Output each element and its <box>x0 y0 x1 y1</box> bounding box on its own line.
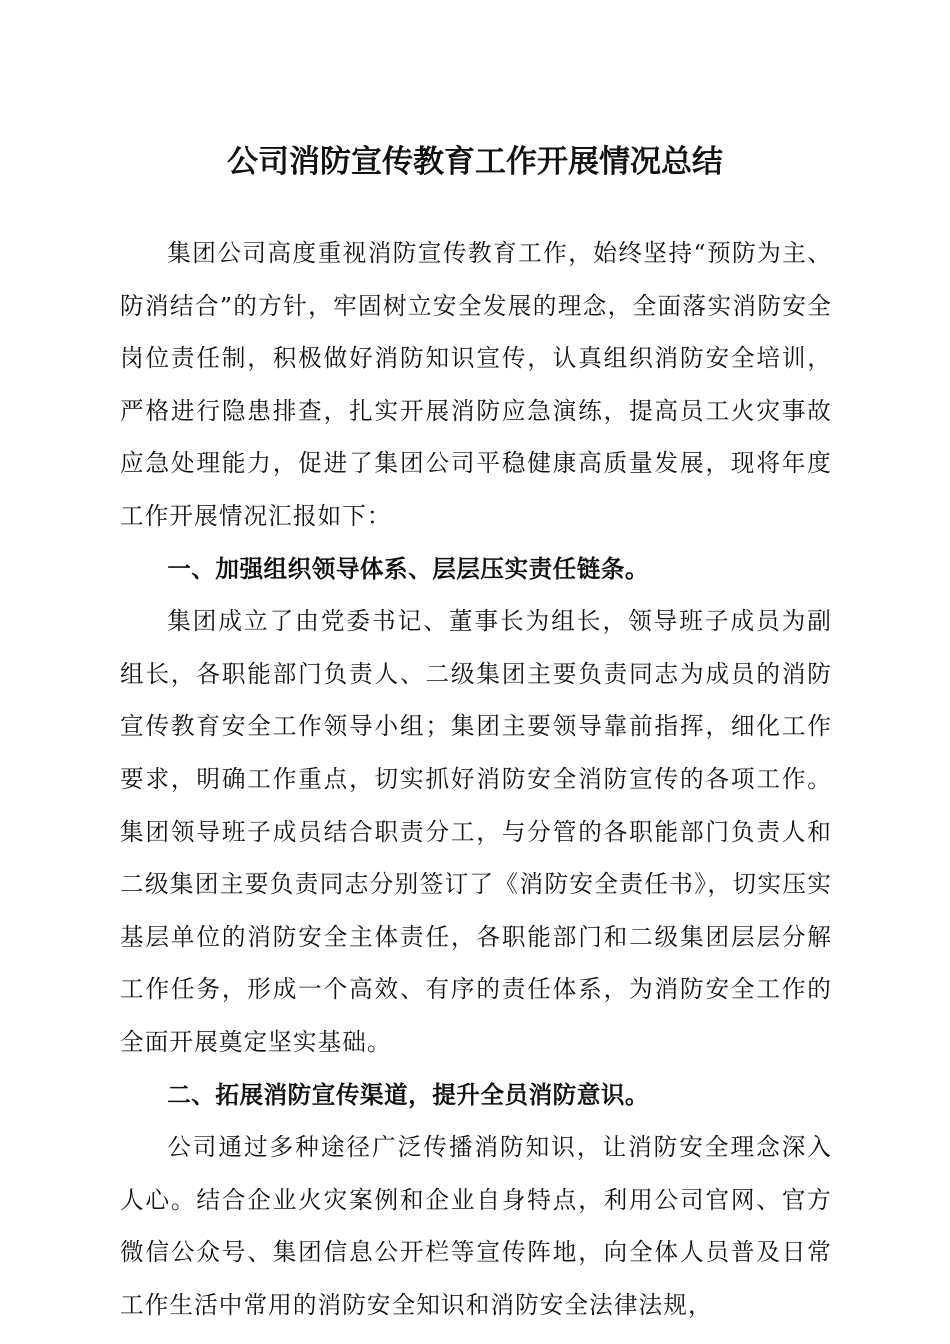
section-1-paragraph: 集团成立了由党委书记、董事长为组长，领导班子成员为副组长，各职能部门负责人、二级集团主要负责同志为成员的消防宣传教育安全工作领导小组；集团主要领导靠前指挥，细化工作要求，明确工作重点，切实抓好消防安全消防宣传的各项工作。集团领导班子成员结合职责分工，与分管的各职能部门负责人和二级集团主要负责同志分别签订了《消防安全责任书》，切实压实基层单位的消防安全主体责任，各职能部门和二级集团层层分解工作任务，形成一个高效、有序的责任体系，为消防安全工作的全面开展奠定坚实基础。 <box>120 607 832 1056</box>
section-heading-2: 二、拓展消防宣传渠道，提升全员消防意识。 <box>167 1080 650 1109</box>
section-2-paragraph: 公司通过多种途径广泛传播消防知识，让消防安全理念深入人心。结合企业火灾案例和企业自身特点，利用公司官网、官方微信公众号、集团信息公开栏等宣传阵地，向全体人员普及日常工作生活中常用的消防安全知识和消防安全法律法规， <box>120 1133 832 1319</box>
document-title: 公司消防宣传教育工作开展情况总结 <box>227 144 723 180</box>
section-heading-1: 一、加强组织领导体系、层层压实责任链条。 <box>167 554 650 583</box>
intro-paragraph: 集团公司高度重视消防宣传教育工作，始终坚持“预防为主、防消结合”的方针，牢固树立安全发展的理念，全面落实消防安全岗位责任制，积极做好消防知识宣传，认真组织消防安全培训，严格进行隐患排查，扎实开展消防应急演练，提高员工火灾事故应急处理能力，促进了集团公司平稳健康高质量发展，现将年度工作开展情况汇报如下： <box>120 239 832 530</box>
document-body <box>120 227 832 1331</box>
